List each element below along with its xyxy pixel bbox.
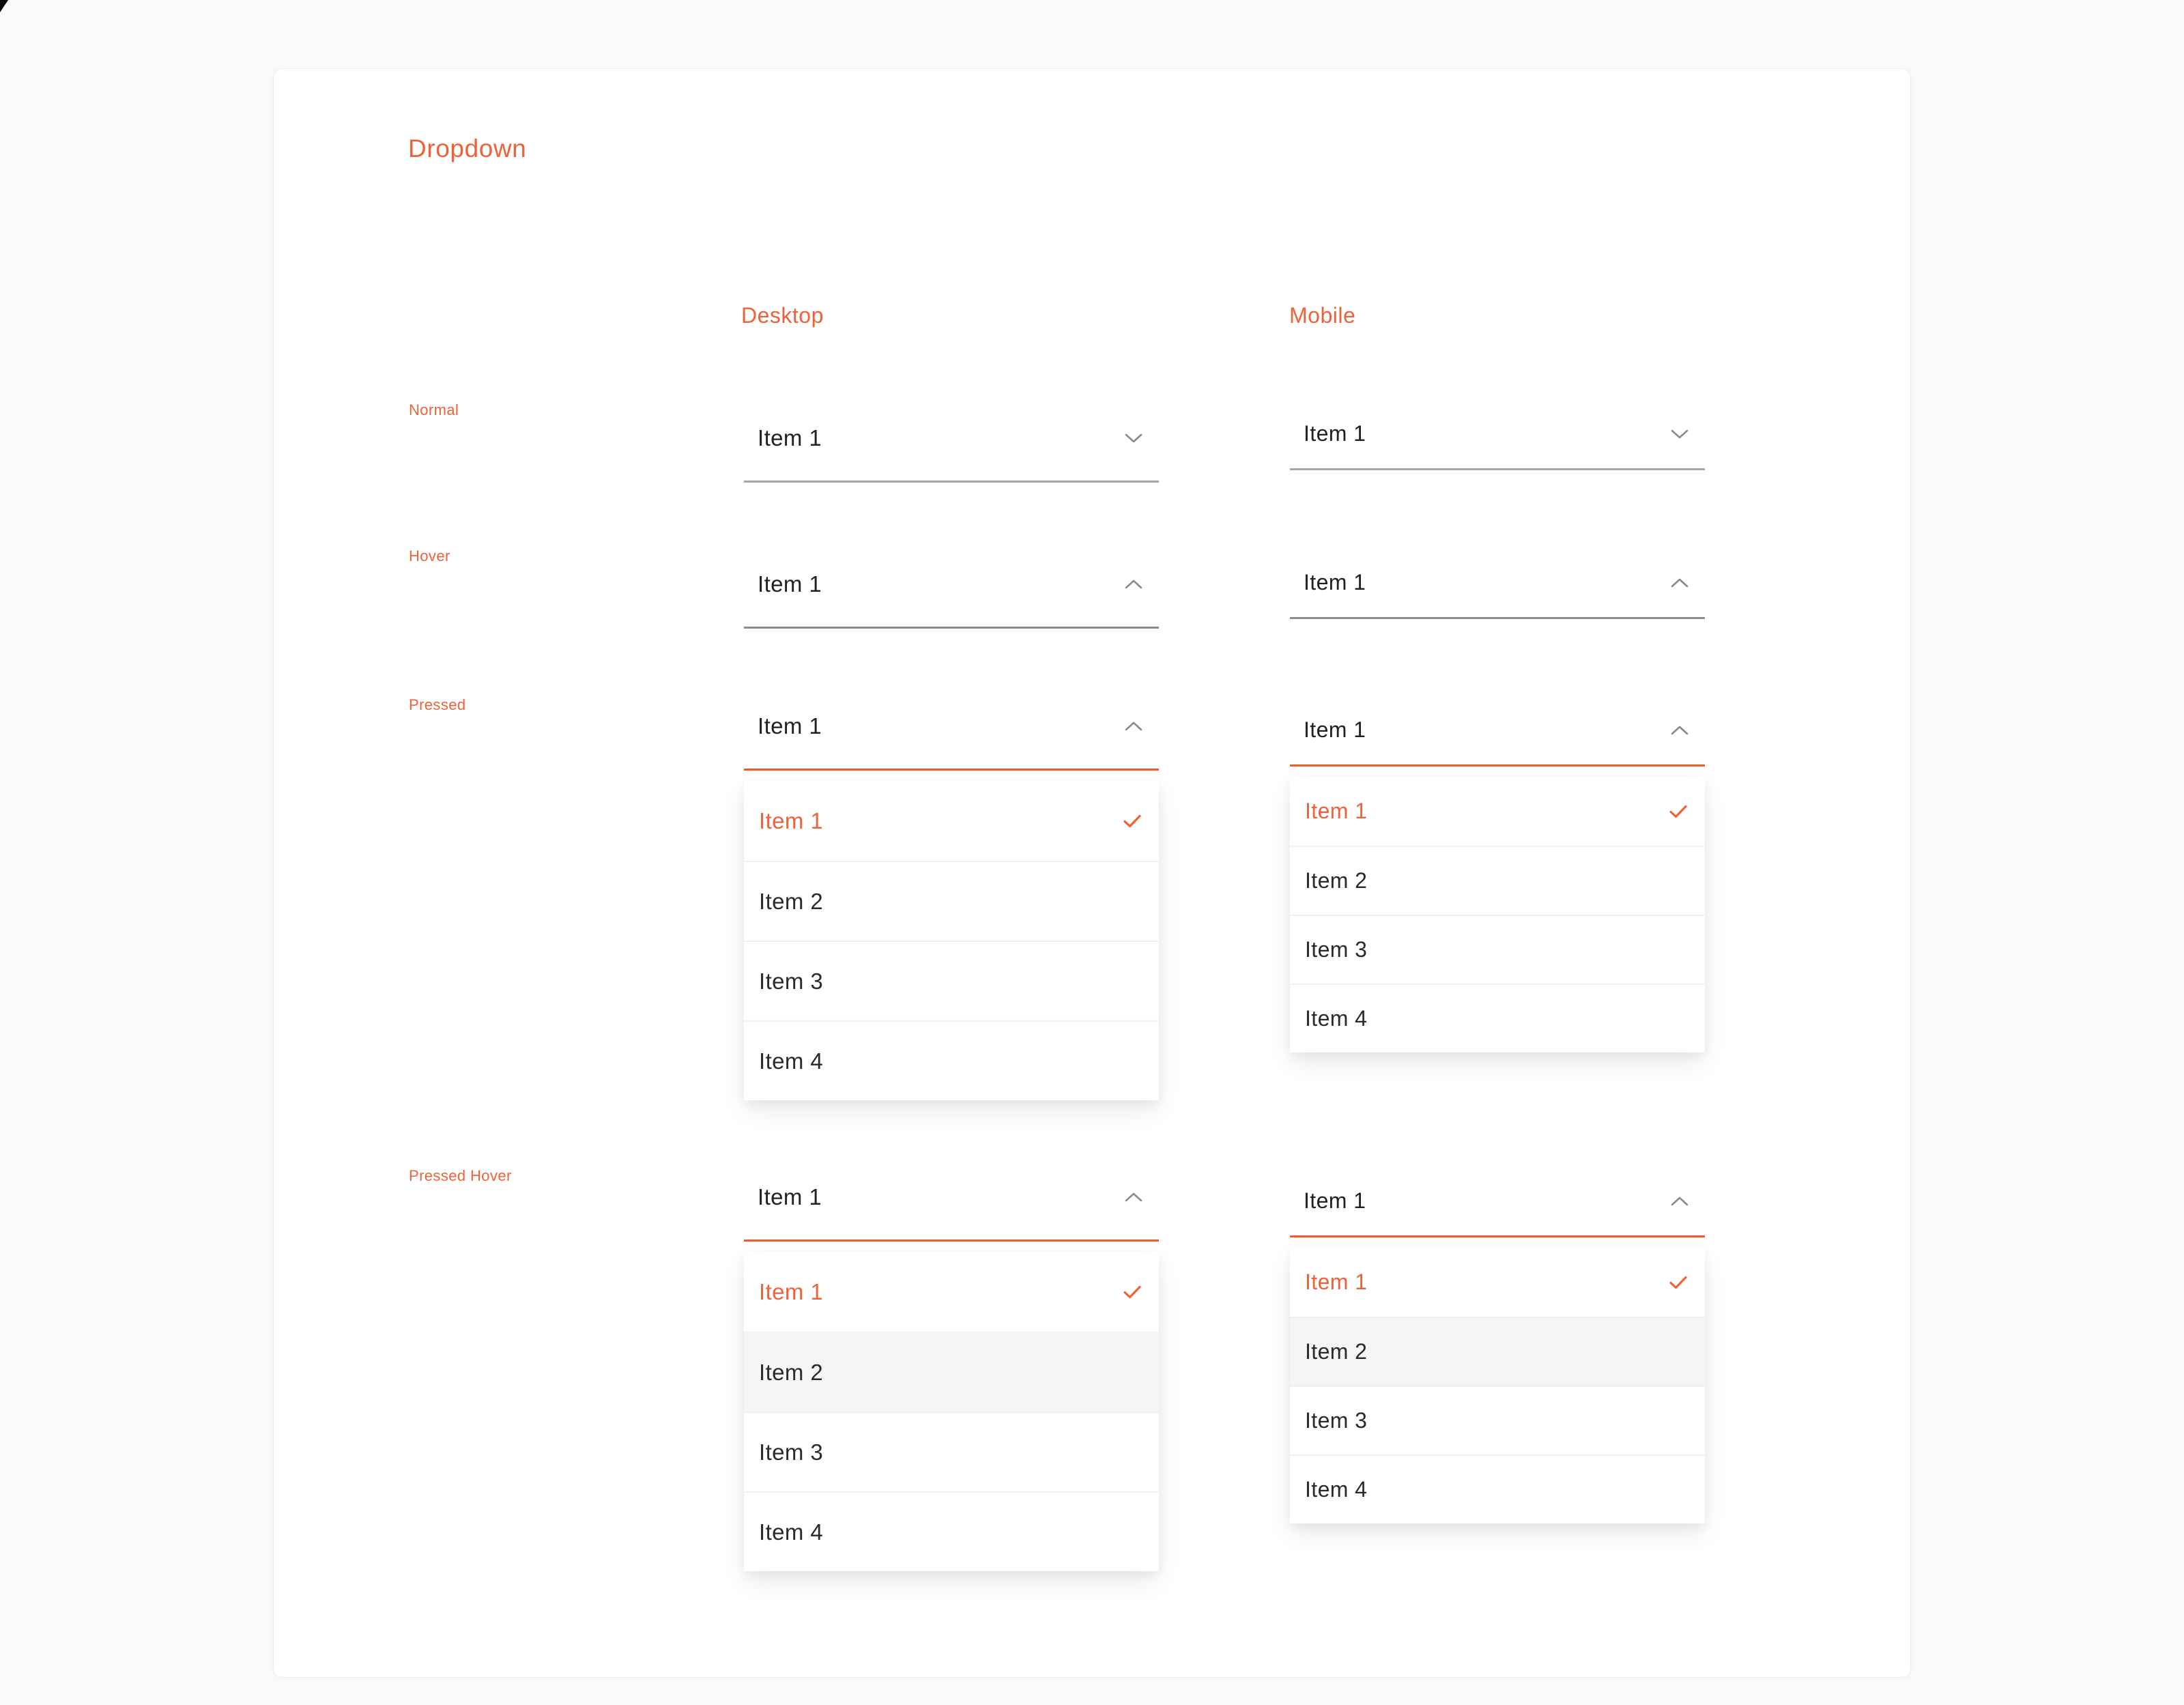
chevron-down-icon	[1671, 429, 1689, 439]
menu-item-hovered[interactable]	[1290, 1317, 1705, 1386]
menu-item[interactable]	[1290, 984, 1705, 1052]
menu-item-label: Item 4	[759, 1519, 824, 1545]
dropdown-value: Item 1	[758, 571, 822, 597]
chevron-up-icon	[1671, 1197, 1689, 1206]
chevron-up-icon	[1125, 1192, 1143, 1202]
menu-item[interactable]	[1290, 1248, 1705, 1317]
check-icon	[1123, 814, 1141, 828]
dropdown-menu-pressed-mobile	[1290, 777, 1705, 1052]
check-icon	[1669, 805, 1687, 818]
chevron-up-icon	[1671, 726, 1689, 735]
dropdown-value: Item 1	[1304, 421, 1366, 446]
dropdown-value: Item 1	[1304, 1188, 1366, 1213]
menu-item-label: Item 3	[759, 968, 824, 994]
dropdown-value: Item 1	[1304, 570, 1366, 594]
menu-item[interactable]	[744, 1020, 1159, 1100]
menu-item-label: Item 4	[759, 1048, 824, 1074]
menu-item-label: Item 2	[759, 1359, 824, 1385]
chevron-up-icon	[1125, 721, 1143, 731]
check-icon	[1123, 1285, 1141, 1299]
dropdown-value: Item 1	[758, 1184, 822, 1209]
menu-item-label: Item 3	[759, 1439, 824, 1465]
column-header-desktop: Desktop	[741, 303, 824, 328]
state-label-hover: Hover	[409, 547, 450, 564]
menu-item-label: Item 1	[759, 1278, 824, 1304]
component-sheet-card	[273, 68, 1911, 1678]
dropdown-field-normal-mobile[interactable]	[1290, 399, 1705, 470]
menu-item[interactable]	[744, 941, 1159, 1020]
menu-item[interactable]	[1290, 1386, 1705, 1455]
screenshot-corner-artifact	[0, 0, 8, 12]
menu-item[interactable]	[744, 1412, 1159, 1491]
dropdown-menu-pressed-hover-mobile	[1290, 1248, 1705, 1523]
menu-item-label: Item 2	[759, 888, 824, 914]
menu-item-label: Item 3	[1305, 1408, 1368, 1433]
menu-item[interactable]	[744, 1491, 1159, 1571]
dropdown-field-pressed-hover-desktop[interactable]	[744, 1154, 1159, 1242]
menu-item[interactable]	[744, 861, 1159, 941]
dropdown-field-hover-desktop[interactable]	[744, 541, 1159, 629]
state-label-pressed-hover: Pressed Hover	[409, 1167, 512, 1184]
chevron-up-icon	[1671, 578, 1689, 588]
state-label-normal: Normal	[409, 401, 459, 418]
menu-item-label: Item 2	[1305, 1339, 1368, 1364]
dropdown-field-pressed-hover-mobile[interactable]	[1290, 1166, 1705, 1237]
dropdown-field-normal-desktop[interactable]	[744, 395, 1159, 483]
menu-item-label: Item 1	[1305, 799, 1368, 823]
chevron-down-icon	[1125, 433, 1143, 443]
dropdown-value: Item 1	[758, 713, 822, 739]
menu-item[interactable]	[1290, 846, 1705, 915]
dropdown-field-hover-mobile[interactable]	[1290, 548, 1705, 619]
check-icon	[1669, 1276, 1687, 1289]
menu-item-label: Item 3	[1305, 937, 1368, 962]
dropdown-field-pressed-mobile[interactable]	[1290, 696, 1705, 766]
dropdown-menu-pressed-desktop	[744, 781, 1159, 1100]
menu-item[interactable]	[1290, 777, 1705, 846]
menu-item[interactable]	[1290, 1455, 1705, 1523]
dropdown-menu-pressed-hover-desktop	[744, 1252, 1159, 1571]
dropdown-field-pressed-desktop[interactable]	[744, 683, 1159, 771]
page-title: Dropdown	[408, 134, 527, 162]
menu-item-hovered[interactable]	[744, 1332, 1159, 1412]
menu-item[interactable]	[744, 1252, 1159, 1332]
menu-item-label: Item 1	[759, 807, 824, 833]
dropdown-value: Item 1	[758, 425, 822, 450]
menu-item[interactable]	[744, 781, 1159, 861]
menu-item[interactable]	[1290, 915, 1705, 984]
menu-item-label: Item 2	[1305, 868, 1368, 893]
state-label-pressed: Pressed	[409, 696, 466, 713]
chevron-up-icon	[1125, 579, 1143, 589]
column-header-mobile: Mobile	[1289, 303, 1356, 328]
menu-item-label: Item 4	[1305, 1006, 1368, 1031]
dropdown-value: Item 1	[1304, 717, 1366, 742]
menu-item-label: Item 4	[1305, 1477, 1368, 1502]
menu-item-label: Item 1	[1305, 1270, 1368, 1294]
